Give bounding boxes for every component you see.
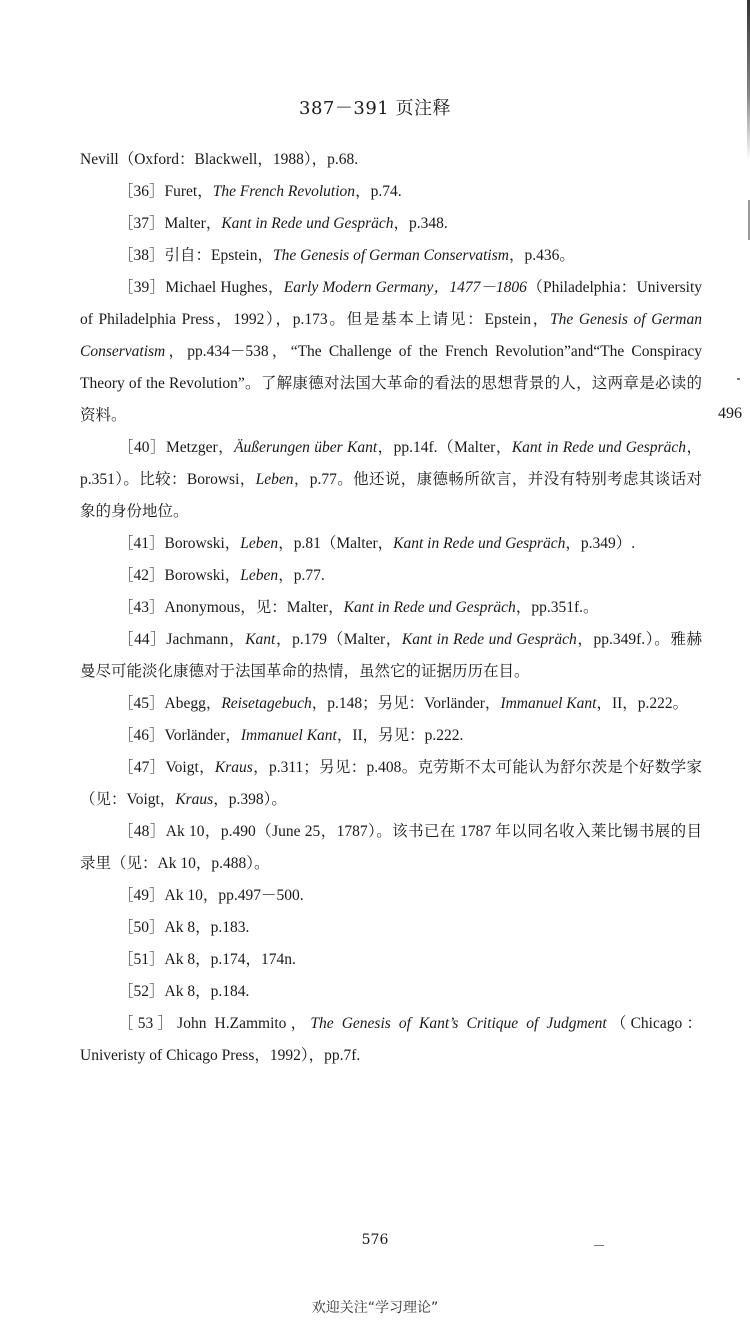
work-title: Immanuel Kant: [240, 727, 337, 744]
note-text: ［50］Ak 8，p.183.: [118, 919, 250, 936]
work-title: Leben: [240, 567, 279, 584]
footnote-item: [80, 880, 702, 912]
work-title: Immanuel Kant: [500, 695, 597, 712]
note-text: ，p.398）。: [213, 791, 287, 808]
note-text: ，p.148；另见：Vorländer，: [311, 695, 501, 712]
footnote-item: [80, 752, 702, 816]
note-text: ，p.77.: [278, 567, 325, 584]
work-title: The Genesis of Kant’s Critique of Judgment: [310, 1015, 607, 1032]
note-text: ［43］Anonymous，见：Malter，: [118, 599, 344, 616]
work-title: Kant in Rede und Gespräch: [401, 631, 577, 648]
note-text: ［45］Abegg，: [118, 695, 222, 712]
page-number: 576: [361, 1232, 389, 1248]
work-title: Kraus: [175, 791, 214, 808]
footnote-item: [80, 912, 702, 944]
work-title: Leben: [255, 471, 294, 488]
footnote-item: [80, 272, 702, 432]
footnote-item: [80, 240, 702, 272]
note-text: ［51］Ak 8，p.174，174n.: [118, 951, 296, 968]
note-text: ［37］Malter，: [118, 215, 222, 232]
note-text: ，II，p.222。: [596, 695, 689, 712]
work-title: Kraus: [214, 759, 253, 776]
note-text: ［42］Borowski，: [118, 567, 241, 584]
note-text: ，pp.434－538，“The Challenge of the French Revolution”and“The Conspiracy Theory of the Revolution”。了解康德对法国大革命的看法的思想背景的人，这两章是必读的资料。: [80, 343, 702, 424]
footnote-item: [80, 592, 702, 624]
footnote-item: [80, 432, 702, 528]
work-title: Kant in Rede und Gespräch: [343, 599, 516, 616]
work-title: Kant in Rede und Gespräch: [393, 535, 566, 552]
note-text: ［48］Ak 10，p.490（June 25，1787）。该书已在 1787 年以同名收入莱比锡书展的目录里（见：Ak 10，p.488）。: [80, 823, 702, 872]
footnote-item: [80, 944, 702, 976]
footer-watermark: 欢迎关注“学习理论”: [311, 1300, 439, 1316]
footnote-item: [80, 1008, 702, 1072]
note-continuation: [80, 144, 702, 176]
footnote-item: [80, 560, 702, 592]
footnote-item: [80, 816, 702, 880]
scan-speck: [737, 378, 740, 380]
footnote-item: [80, 208, 702, 240]
work-title: Reisetagebuch: [221, 695, 312, 712]
work-title: The Genesis of German Conservatism: [80, 311, 702, 360]
note-text: ，p.74.: [355, 183, 402, 200]
note-text: ［38］引自：Epstein，: [118, 247, 273, 264]
note-text: ［39］Michael Hughes，: [118, 279, 284, 296]
note-text: ，pp.14f.（Malter，: [377, 439, 512, 456]
note-text: Nevill（Oxford：Blackwell，1988），p.68.: [80, 151, 359, 168]
work-title: Kant: [245, 631, 276, 648]
note-text: ［49］Ak 10，pp.497－500.: [118, 887, 304, 904]
note-text: ［41］Borowski，: [118, 535, 241, 552]
note-text: ［47］Voigt，: [118, 759, 215, 776]
footnote-item: [80, 624, 702, 688]
note-text: ，p.77。他还说，康德畅所欲言，并没有特别考虑其谈话对象的身份地位。: [80, 471, 702, 520]
footnote-item: [80, 720, 702, 752]
note-text: ［46］Vorländer，: [118, 727, 241, 744]
footnote-item: [80, 976, 702, 1008]
work-title: Kant in Rede und Gespräch: [221, 215, 394, 232]
work-title: The French Revolution: [212, 183, 356, 200]
work-title: Kant in Rede und Gespräch: [511, 439, 686, 456]
note-text: ［44］Jachmann，: [118, 631, 246, 648]
note-text: ［40］Metzger，: [118, 439, 235, 456]
note-text: ，pp.351f.。: [515, 599, 599, 616]
note-text: （Chicago：Univeristy of Chicago Press，1992），pp.7f.: [80, 1015, 702, 1064]
note-text: ，pp.349f.）。雅赫曼尽可能淡化康德对于法国革命的热情，虽然它的证据历历在目。: [80, 631, 702, 680]
note-text: ，p.436。: [508, 247, 575, 264]
note-text: ，II，另见：p.222.: [336, 727, 464, 744]
note-text: ［53］John H.Zammito，: [118, 1015, 311, 1032]
work-title: Leben: [240, 535, 279, 552]
work-title: Äußerungen über Kant: [234, 439, 378, 456]
footnote-item: [80, 176, 702, 208]
note-text: ，p.351）。比较：Borowsi，: [80, 439, 702, 488]
footnote-item: [80, 528, 702, 560]
work-title: The Genesis of German Conservatism: [273, 247, 509, 264]
note-text: ［52］Ak 8，p.184.: [118, 983, 250, 1000]
page-header: 387－391 页注释: [299, 98, 451, 119]
note-text: ［36］Furet，: [118, 183, 213, 200]
note-text: （Philadelphia：University of Philadelphia Press，1992），p.173。但是基本上请见：Epstein，: [80, 279, 703, 328]
note-text: ，p.348.: [393, 215, 448, 232]
note-text: ，p.311；另见：p.408。克劳斯不太可能认为舒尔茨是个好数学家（见：Voigt，: [80, 759, 702, 808]
endnotes-body: [80, 144, 702, 1072]
work-title: Early Modern Germany，1477－1806: [283, 279, 527, 296]
note-text: ，p.179（Malter，: [275, 631, 402, 648]
margin-page-number: 496: [718, 405, 742, 422]
footnote-item: [80, 688, 702, 720]
note-text: ，p.349）.: [565, 535, 636, 552]
note-text: ，p.81（Malter，: [278, 535, 394, 552]
